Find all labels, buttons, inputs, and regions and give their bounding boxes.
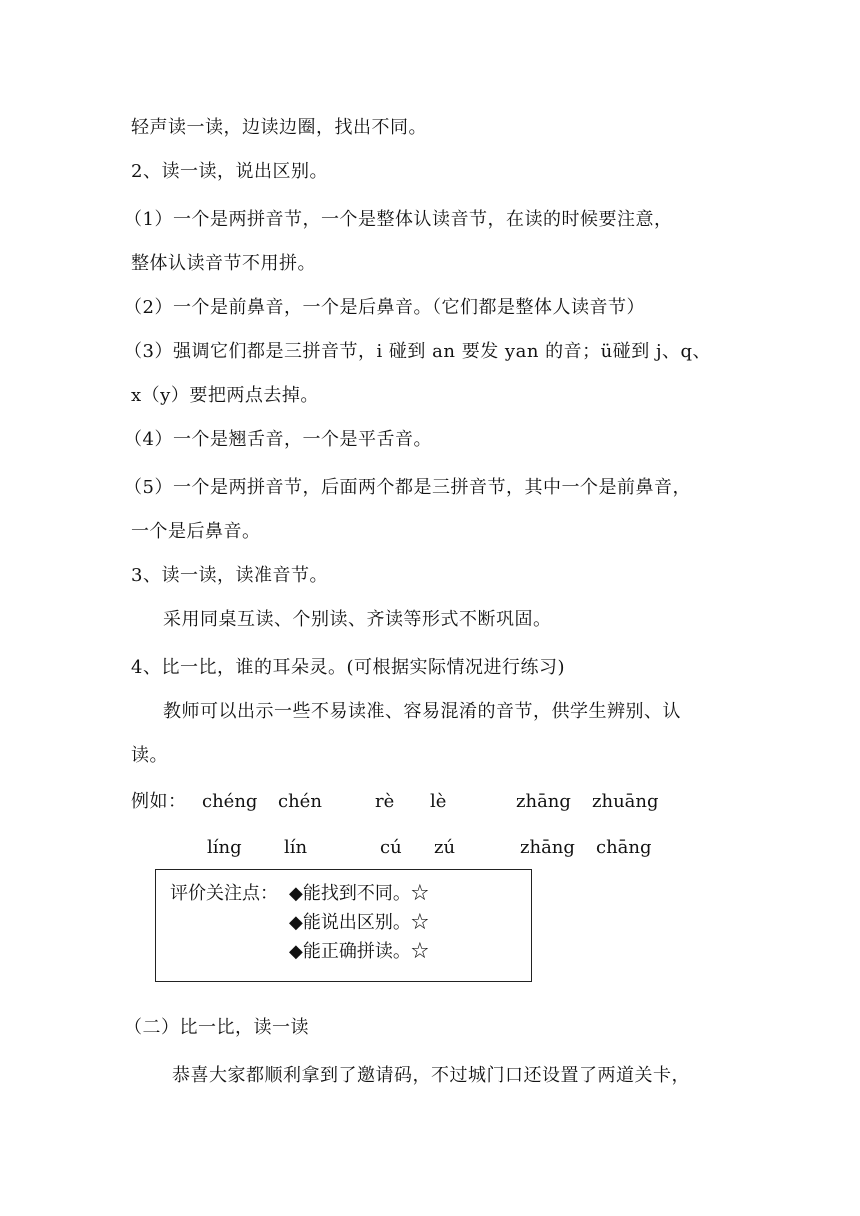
evaluation-item: ◆能找到不同。☆ — [289, 883, 429, 904]
pinyin-syllable: zhāng — [520, 837, 575, 858]
heading-compare-ears: 4、比一比，谁的耳朵灵。(可根据实际情况进行练习) — [131, 657, 565, 678]
paragraph-teacher: 教师可以出示一些不易读准、容易混淆的音节，供学生辨别、认 — [163, 701, 681, 722]
paragraph-item-4: （4）一个是翘舌音，一个是平舌音。 — [124, 429, 432, 450]
pinyin-syllable: chén — [278, 791, 322, 812]
pinyin-syllable: líng — [207, 837, 242, 858]
paragraph-item-3-cont: x（y）要把两点去掉。 — [131, 385, 319, 406]
pinyin-syllable: chéng — [202, 791, 258, 812]
heading-read-distinguish: 2、读一读，说出区别。 — [131, 161, 328, 182]
paragraph-item-1: （1）一个是两拼音节，一个是整体认读音节，在读的时候要注意， — [124, 209, 673, 230]
paragraph-item-3: （3）强调它们都是三拼音节，i 碰到 an 要发 yan 的音；ü碰到 j、q、 — [124, 341, 712, 362]
evaluation-item: ◆能正确拼读。☆ — [289, 941, 429, 962]
evaluation-label: 评价关注点： — [170, 883, 278, 904]
pinyin-syllable: rè — [375, 791, 395, 812]
paragraph-teacher-cont: 读。 — [131, 745, 168, 766]
pinyin-syllable: cú — [380, 837, 402, 858]
pinyin-syllable: zhuāng — [592, 791, 659, 812]
pinyin-syllable: chāng — [596, 837, 652, 858]
evaluation-item: ◆能说出区别。☆ — [289, 912, 429, 933]
examples-label: 例如： — [131, 791, 187, 812]
paragraph-item-2: （2）一个是前鼻音，一个是后鼻音。（它们都是整体人读音节） — [124, 297, 645, 318]
pinyin-syllable: lè — [430, 791, 447, 812]
paragraph-intro: 轻声读一读，边读边圈，找出不同。 — [131, 117, 427, 138]
paragraph-item-1-cont: 整体认读音节不用拼。 — [131, 253, 316, 274]
paragraph-practice: 采用同桌互读、个别读、齐读等形式不断巩固。 — [163, 609, 552, 630]
pinyin-syllable: lín — [284, 837, 308, 858]
paragraph-item-5-cont: 一个是后鼻音。 — [131, 521, 261, 542]
paragraph-section-intro: 恭喜大家都顺利拿到了邀请码，不过城门口还设置了两道关卡， — [172, 1065, 690, 1086]
evaluation-box — [155, 869, 532, 982]
heading-read-accurately: 3、读一读，读准音节。 — [131, 565, 328, 586]
pinyin-syllable: zú — [434, 837, 456, 858]
section-heading: （二）比一比，读一读 — [124, 1017, 309, 1038]
paragraph-item-5: （5）一个是两拼音节，后面两个都是三拼音节，其中一个是前鼻音， — [124, 477, 691, 498]
pinyin-syllable: zhāng — [516, 791, 571, 812]
